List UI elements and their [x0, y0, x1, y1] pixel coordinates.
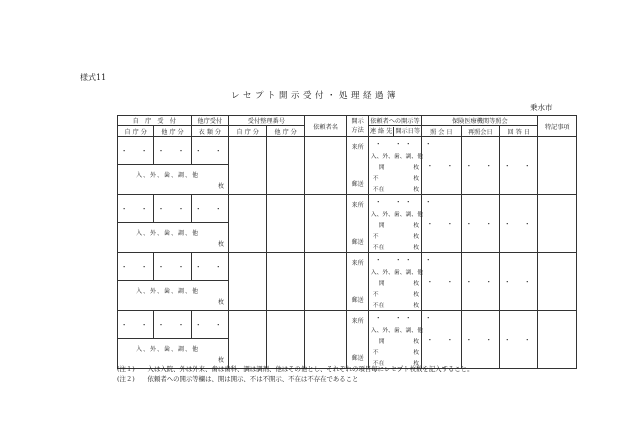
method-cell — [347, 195, 368, 253]
category-cell — [118, 223, 229, 253]
disclosure-sheets-2: 枚 — [413, 175, 420, 182]
disclosure-absent: 不在 — [372, 360, 385, 367]
answer-date: ・ ・ — [500, 137, 538, 195]
date-own: ・ ・ — [118, 137, 154, 165]
header-remarks: 特記事項 — [538, 116, 577, 137]
date-other: ・ ・ — [154, 253, 191, 281]
date-own: ・ ・ — [118, 253, 154, 281]
date-other-office: ・ ・ — [191, 195, 228, 223]
date-other: ・ ・ — [154, 137, 191, 165]
method-mail: 郵送 — [351, 296, 364, 304]
method-visit: 来所 — [351, 201, 364, 209]
method-cell — [347, 253, 368, 311]
disclosure-categories: 入、外、歯、調、他 — [370, 269, 423, 276]
acceptance-other — [267, 195, 304, 253]
remarks-cell — [538, 253, 577, 311]
disclosure-sheets-2: 枚 — [413, 233, 420, 240]
date-own: ・ ・ — [118, 311, 154, 339]
disclosure-categories: 入、外、歯、調、他 — [370, 211, 423, 218]
disclosure-not: 不 — [372, 233, 379, 240]
disclosure-cell — [368, 137, 435, 195]
acceptance-own — [228, 311, 266, 369]
header-notice: 依頼者への開示等 — [368, 116, 421, 126]
disclosure-sheets-2: 枚 — [413, 349, 420, 356]
disclosure-absent: 不在 — [372, 244, 385, 251]
remarks-cell — [538, 311, 577, 369]
answer-date: ・ ・ — [500, 311, 538, 369]
category-sheets: 枚 — [217, 241, 224, 248]
header-disclosure-date: 開示日等 — [395, 128, 421, 135]
disclosure-not: 不 — [372, 349, 379, 356]
answer-date: ・ ・ — [500, 253, 538, 311]
disclosure-not: 不 — [372, 175, 379, 182]
acceptance-own — [228, 253, 266, 311]
city-name: 乗水市 — [530, 103, 553, 112]
method-visit: 来所 — [351, 143, 364, 151]
method-mail: 郵送 — [351, 180, 364, 188]
disclosure-sheets-1: 枚 — [413, 280, 420, 287]
requester-name — [304, 195, 347, 253]
disclosure-sheets-3: 枚 — [413, 186, 420, 193]
header-other-office-2: 他 庁 分 — [267, 126, 304, 137]
disclosure-sheets-3: 枚 — [413, 360, 420, 367]
disclosure-cell — [368, 195, 435, 253]
disclosure-cell — [368, 311, 435, 369]
date-other: ・ ・ — [154, 311, 191, 339]
header-answer-date: 回 答 日 — [500, 126, 538, 137]
requester-name — [304, 137, 347, 195]
reinquiry-date: ・ ・ — [461, 311, 499, 369]
method-visit: 来所 — [351, 259, 364, 267]
remarks-cell — [538, 195, 577, 253]
header-method — [347, 116, 368, 137]
note-2: (注２) 依頼者への開示等欄は、開は開示、不は不開示、不在は不存在であること — [117, 375, 359, 383]
disclosure-open: 開 — [378, 280, 385, 287]
header-contact: 連 絡 先 — [369, 128, 393, 135]
contact-date: ・ ・ — [374, 313, 405, 322]
note-1: (注１) 入は入院、外は外来、歯は歯科、調は調剤、他はその他とし、それぞれの項目毎にレセプト枚数を記入すること。 — [117, 365, 474, 373]
disclosure-categories: 入、外、歯、調、他 — [370, 327, 423, 334]
header-requester: 依頼者名 — [304, 116, 347, 137]
answer-date: ・ ・ — [500, 195, 538, 253]
disclosure-sheets-1: 枚 — [413, 222, 420, 229]
category-list: 入、外、歯、調、他 — [136, 288, 200, 295]
header-inquiry-date: 照 会 日 — [422, 126, 461, 137]
header-method-top: 開示 — [351, 118, 364, 125]
disclosure-date: ・ ・ — [404, 255, 435, 264]
category-sheets: 枚 — [217, 357, 224, 364]
category-list: 入、外、歯、調、他 — [136, 172, 200, 179]
date-other-office: ・ ・ — [191, 137, 228, 165]
disclosure-open: 開 — [378, 164, 385, 171]
date-other: ・ ・ — [154, 195, 191, 223]
method-cell — [347, 137, 368, 195]
acceptance-own — [228, 195, 266, 253]
reinquiry-date: ・ ・ — [461, 137, 499, 195]
category-cell — [118, 281, 229, 311]
form-label: 様式11 — [80, 73, 107, 82]
disclosure-sheets-3: 枚 — [413, 302, 420, 309]
method-cell — [347, 311, 368, 369]
header-clothing-type: 衣 類 分 — [191, 126, 228, 137]
acceptance-other — [267, 311, 304, 369]
disclosure-date: ・ ・ — [404, 313, 435, 322]
header-contact-date — [368, 126, 421, 137]
category-cell — [118, 165, 229, 195]
header-reinquiry-date: 再照会日 — [461, 126, 499, 137]
date-own: ・ ・ — [118, 195, 154, 223]
disclosure-date: ・ ・ — [404, 197, 435, 206]
acceptance-own — [228, 137, 266, 195]
notes — [117, 364, 473, 384]
requester-name — [304, 311, 347, 369]
disclosure-sheets-3: 枚 — [413, 244, 420, 251]
date-other-office: ・ ・ — [191, 253, 228, 281]
inquiry-date: ・ ・ — [422, 253, 461, 311]
remarks-cell — [538, 137, 577, 195]
category-list: 入、外、歯、調、他 — [136, 346, 200, 353]
disclosure-sheets-2: 枚 — [413, 291, 420, 298]
header-other-office: 他 庁 分 — [154, 126, 191, 137]
disclosure-sheets-1: 枚 — [413, 164, 420, 171]
disclosure-not: 不 — [372, 291, 379, 298]
method-mail: 郵送 — [351, 238, 364, 246]
disclosure-open: 開 — [378, 222, 385, 229]
header-other-reception: 他庁受付 — [191, 116, 228, 126]
date-other-office: ・ ・ — [191, 311, 228, 339]
disclosure-absent: 不在 — [372, 302, 385, 309]
reinquiry-date: ・ ・ — [461, 195, 499, 253]
header-own-office-2: 自 庁 分 — [228, 126, 266, 137]
disclosure-cell — [368, 253, 435, 311]
category-list: 入、外、歯、調、他 — [136, 230, 200, 237]
category-sheets: 枚 — [217, 299, 224, 306]
disclosure-absent: 不在 — [372, 186, 385, 193]
disclosure-sheets-1: 枚 — [413, 338, 420, 345]
inquiry-date: ・ ・ — [422, 137, 461, 195]
requester-name — [304, 253, 347, 311]
header-reception: 自 庁 受 付 — [118, 116, 192, 126]
inquiry-date: ・ ・ — [422, 195, 461, 253]
contact-date: ・ ・ — [374, 139, 405, 148]
contact-date: ・ ・ — [374, 255, 405, 264]
header-method-bottom: 方法 — [351, 127, 364, 134]
disclosure-categories: 入、外、歯、調、他 — [370, 153, 423, 160]
method-mail: 郵送 — [351, 354, 364, 362]
page-title: レセプト開示受付・処理経過簿 — [230, 91, 399, 101]
disclosure-date: ・ ・ — [404, 139, 435, 148]
acceptance-other — [267, 137, 304, 195]
inquiry-date: ・ ・ — [422, 311, 461, 369]
header-inquiry: 保険医療機関等照会 — [422, 116, 538, 126]
header-own-office: 自 庁 分 — [118, 126, 154, 137]
contact-date: ・ ・ — [374, 197, 405, 206]
ledger-table — [117, 115, 577, 369]
disclosure-open: 開 — [378, 338, 385, 345]
acceptance-other — [267, 253, 304, 311]
category-sheets: 枚 — [217, 183, 224, 190]
method-visit: 来所 — [351, 317, 364, 325]
header-acceptance-no: 受付整理番号 — [228, 116, 304, 126]
reinquiry-date: ・ ・ — [461, 253, 499, 311]
